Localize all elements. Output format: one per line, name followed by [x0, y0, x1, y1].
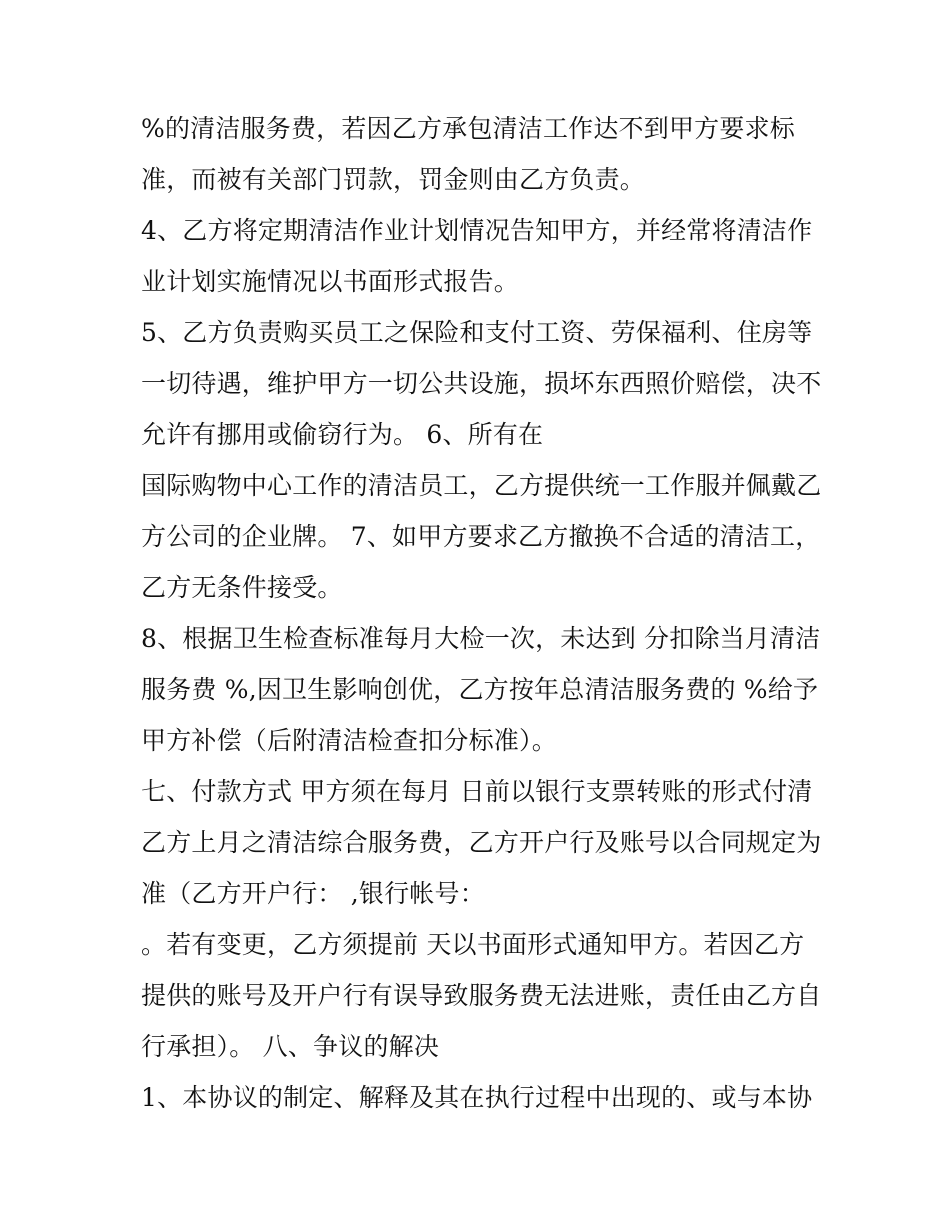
text-line: 乙方无条件接受。 — [141, 573, 343, 602]
text-line: 行承担）。 八、争议的解决 — [141, 1032, 440, 1061]
text-line: 准，而被有关部门罚款，罚金则由乙方负责。 — [141, 165, 646, 194]
text-line: 。若有变更，乙方须提前 天以书面形式通知甲方。若因乙方 — [141, 930, 805, 959]
text-line: %的清洁服务费，若因乙方承包清洁工作达不到甲方要求标 — [141, 114, 795, 143]
text-line: 4、乙方将定期清洁作业计划情况告知甲方，并经常将清洁作 — [141, 216, 813, 245]
text-line: 方公司的企业牌。 7、如甲方要求乙方撤换不合适的清洁工， — [141, 522, 821, 551]
text-line: 8、根据卫生检查标准每月大检一次，未达到 分扣除当月清洁 — [141, 624, 821, 653]
text-line: 准（乙方开户行： ,银行帐号： — [141, 879, 485, 908]
text-line: 业计划实施情况以书面形式报告。 — [141, 267, 520, 296]
text-line: 1、本协议的制定、解释及其在执行过程中出现的、或与本协 — [141, 1083, 813, 1112]
text-line: 允许有挪用或偷窃行为。 6、所有在 — [141, 420, 544, 449]
text-line: 提供的账号及开户行有误导致服务费无法进账，责任由乙方自 — [141, 981, 822, 1010]
text-line: 服务费 %,因卫生影响创优，乙方按年总清洁服务费的 %给予 — [141, 675, 819, 704]
text-line: 国际购物中心工作的清洁员工，乙方提供统一工作服并佩戴乙 — [141, 471, 822, 500]
text-line: 一切待遇，维护甲方一切公共设施，损坏东西照价赔偿，决不 — [141, 369, 822, 398]
text-line: 七、付款方式 甲方须在每月 日前以银行支票转账的形式付清 — [141, 777, 813, 806]
text-line: 5、乙方负责购买员工之保险和支付工资、劳保福利、住房等 — [141, 318, 813, 347]
text-line: 甲方补偿（后附清洁检查扣分标准）。 — [141, 726, 557, 755]
text-line: 乙方上月之清洁综合服务费，乙方开户行及账号以合同规定为 — [141, 828, 822, 857]
